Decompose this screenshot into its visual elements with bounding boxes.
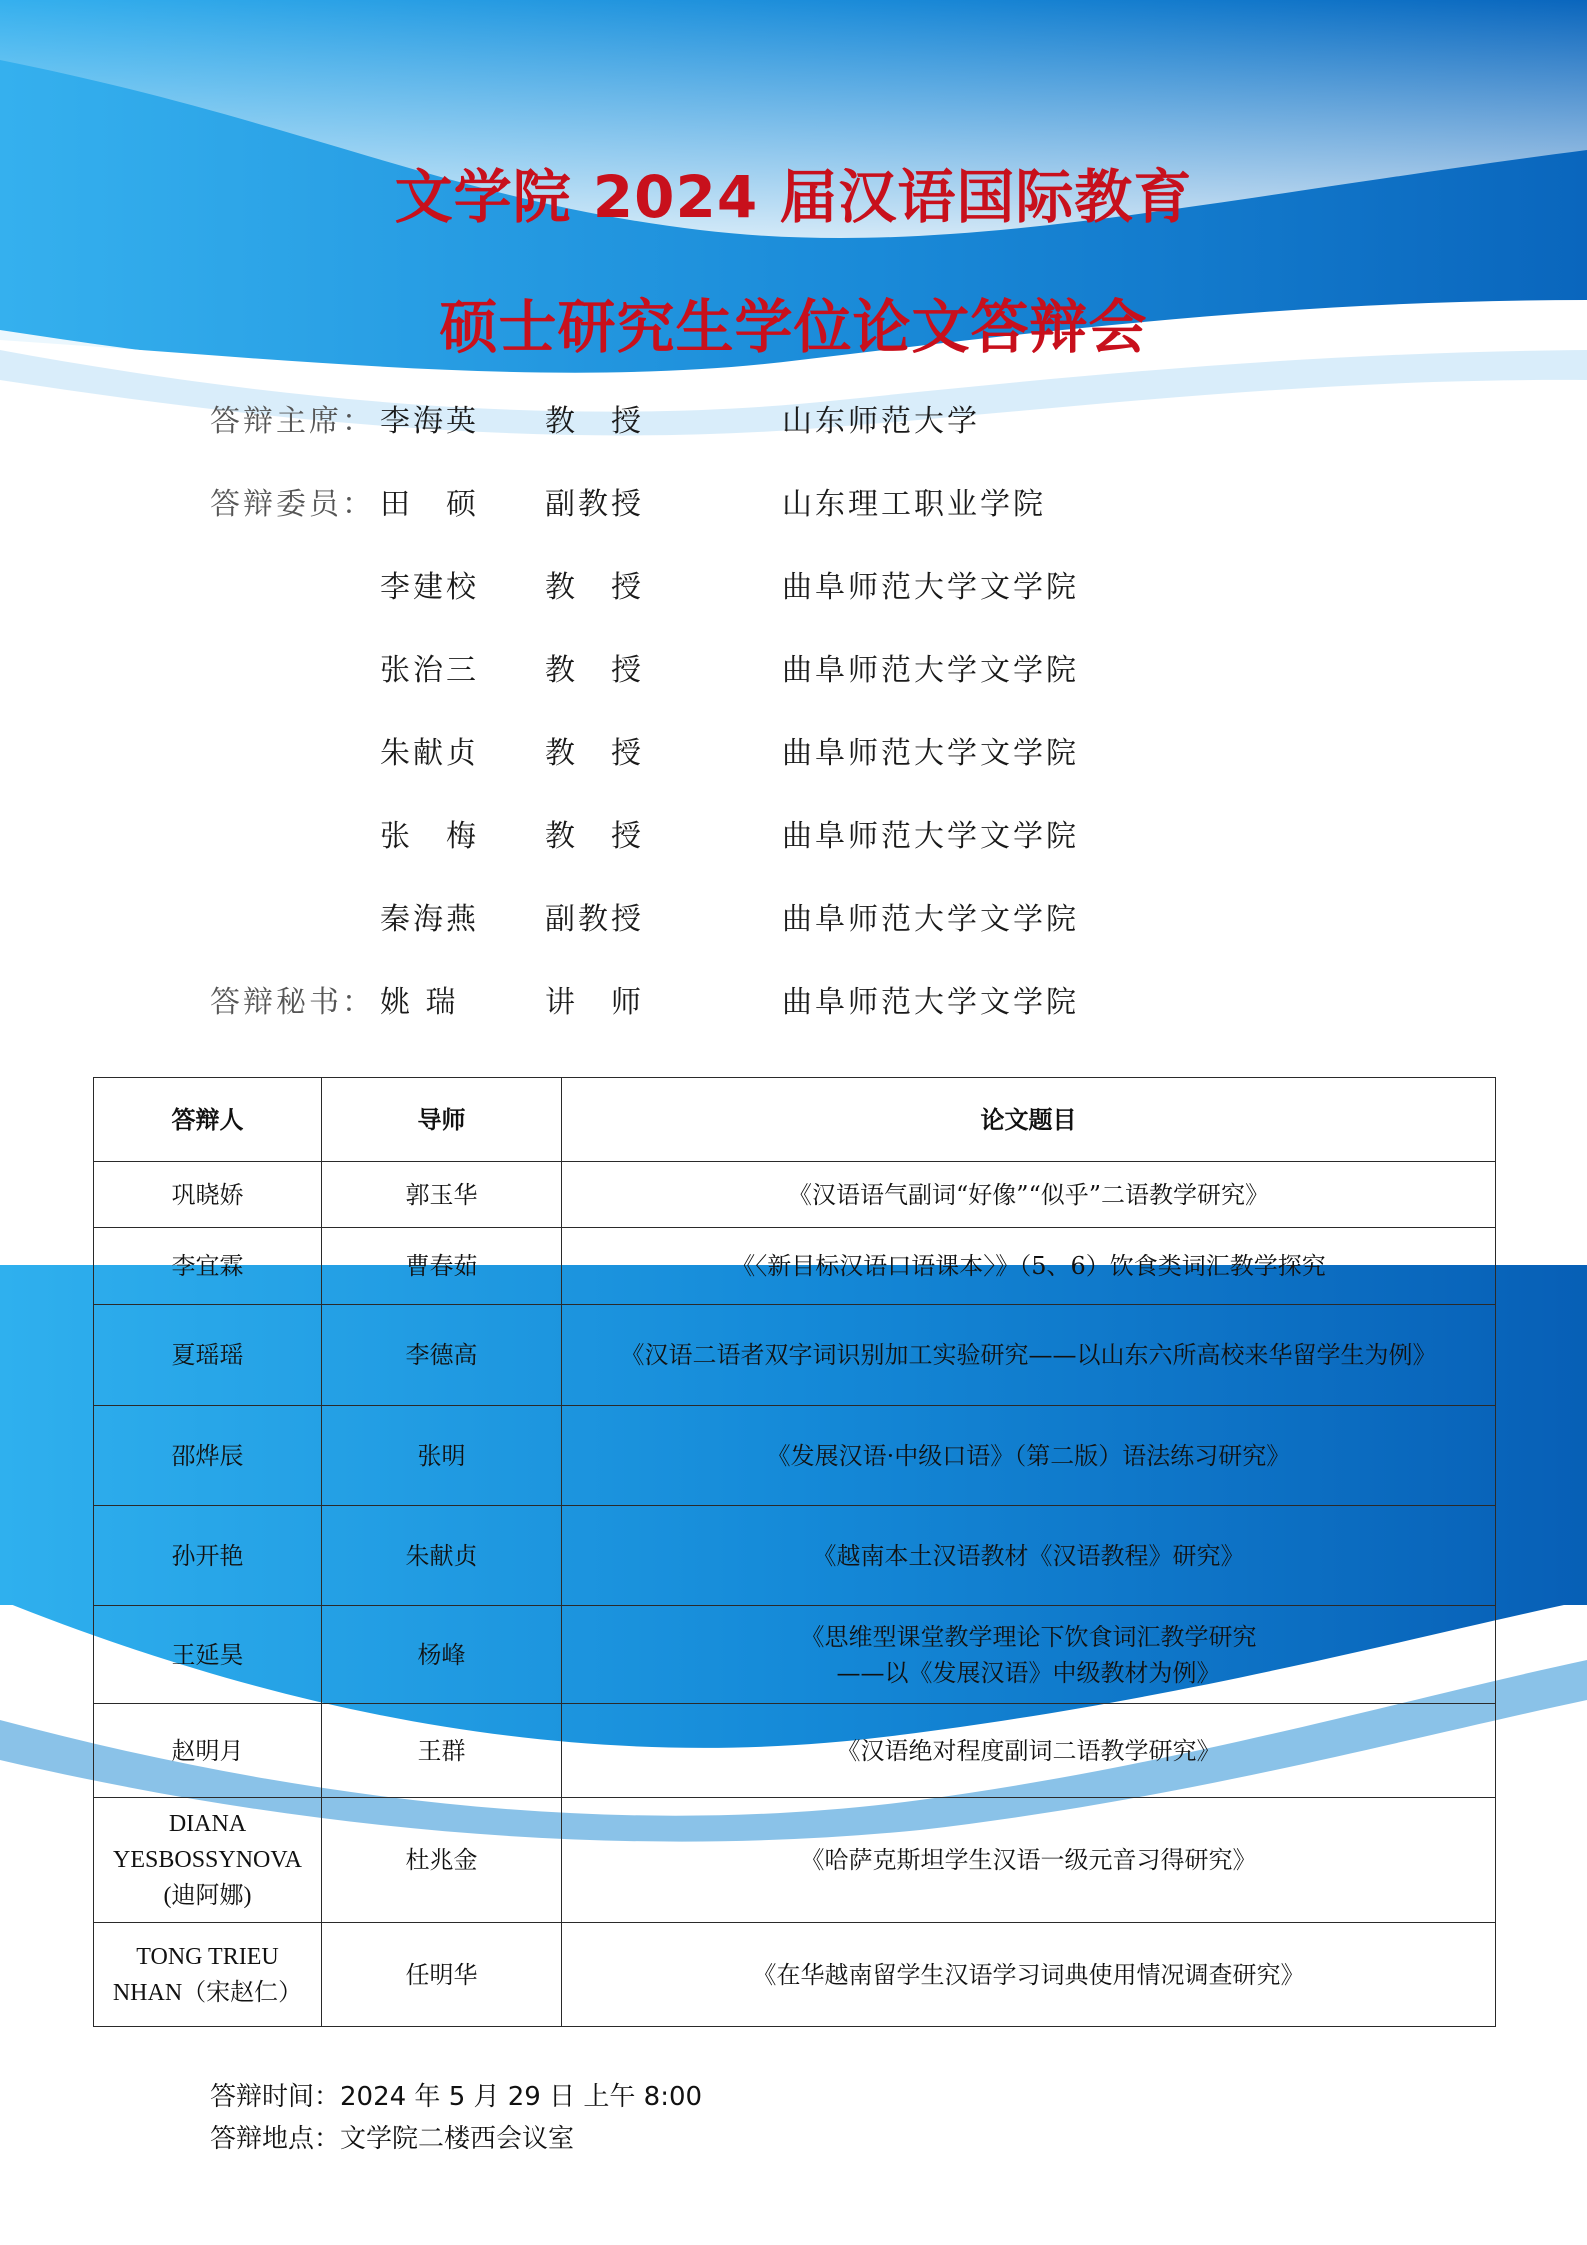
committee-title: 副教授 — [545, 902, 644, 937]
defense-schedule-table — [93, 1077, 1496, 2027]
committee-title: 教 授 — [545, 819, 644, 854]
committee-org: 曲阜师范大学文学院 — [782, 819, 1079, 854]
cell-thesis: 《越南本土汉语教材《汉语教程》研究》 — [562, 1506, 1496, 1606]
table-row — [94, 1228, 1496, 1305]
defense-location: 答辩地点：文学院二楼西会议室 — [210, 2124, 575, 2154]
committee-org: 曲阜师范大学文学院 — [782, 902, 1079, 937]
committee-role: 答辩主席： — [210, 404, 375, 439]
committee-title: 教 授 — [545, 404, 644, 439]
committee-title: 教 授 — [545, 736, 644, 771]
cell-advisor: 杜兆金 — [322, 1798, 562, 1923]
committee-title: 副教授 — [545, 487, 644, 522]
committee-org: 曲阜师范大学文学院 — [782, 736, 1079, 771]
cell-thesis: 《哈萨克斯坦学生汉语一级元音习得研究》 — [562, 1798, 1496, 1923]
cell-thesis: 《〈新目标汉语口语课本〉》（5、6）饮食类词汇教学探究 — [562, 1228, 1496, 1305]
committee-name: 李海英 — [380, 404, 479, 439]
committee-role: 答辩委员： — [210, 487, 375, 522]
page-title-line2: 硕士研究生学位论文答辩会 — [439, 293, 1148, 361]
committee-org: 曲阜师范大学文学院 — [782, 985, 1079, 1020]
cell-student: 邵烨辰 — [94, 1406, 322, 1506]
committee-org: 山东师范大学 — [782, 404, 980, 439]
cell-student: TONG TRIEU NHAN（宋赵仁） — [94, 1923, 322, 2027]
committee-title: 讲 师 — [545, 985, 644, 1020]
cell-student: 王延昊 — [94, 1606, 322, 1704]
page-title-line1: 文学院 2024 届汉语国际教育 — [394, 163, 1193, 231]
cell-student: 夏瑶瑶 — [94, 1305, 322, 1406]
cell-thesis: 《在华越南留学生汉语学习词典使用情况调查研究》 — [562, 1923, 1496, 2027]
cell-thesis: 《发展汉语·中级口语》（第二版）语法练习研究》 — [562, 1406, 1496, 1506]
cell-advisor: 李德高 — [322, 1305, 562, 1406]
cell-advisor: 任明华 — [322, 1923, 562, 2027]
table-row — [94, 1923, 1496, 2027]
cell-student: 孙开艳 — [94, 1506, 322, 1606]
committee-org: 曲阜师范大学文学院 — [782, 653, 1079, 688]
thesis-line2: ——以《发展汉语》中级教材为例》 — [836, 1658, 1221, 1687]
header-advisor: 导师 — [322, 1078, 562, 1162]
cell-advisor: 杨峰 — [322, 1606, 562, 1704]
cell-student: 赵明月 — [94, 1704, 322, 1798]
committee-title: 教 授 — [545, 570, 644, 605]
committee-name: 李建校 — [380, 570, 479, 605]
header-thesis: 论文题目 — [562, 1078, 1496, 1162]
table-row — [94, 1798, 1496, 1923]
committee-name: 张 梅 — [380, 819, 479, 854]
table-row — [94, 1506, 1496, 1606]
committee-name: 姚 瑞 — [380, 985, 459, 1020]
committee-org: 曲阜师范大学文学院 — [782, 570, 1079, 605]
thesis-line1: 《思维型课堂教学理论下饮食词汇教学研究 — [800, 1622, 1257, 1651]
committee-role: 答辩秘书： — [210, 985, 375, 1020]
cell-advisor: 朱献贞 — [322, 1506, 562, 1606]
table-row — [94, 1305, 1496, 1406]
cell-advisor: 郭玉华 — [322, 1162, 562, 1228]
cell-student: DIANA YESBOSSYNOVA (迪阿娜) — [94, 1798, 322, 1923]
committee-title: 教 授 — [545, 653, 644, 688]
table-row — [94, 1606, 1496, 1704]
committee-name: 秦海燕 — [380, 902, 479, 937]
table-row — [94, 1406, 1496, 1506]
cell-advisor: 王群 — [322, 1704, 562, 1798]
cell-advisor: 曹春茹 — [322, 1228, 562, 1305]
table-row — [94, 1162, 1496, 1228]
committee-name: 朱献贞 — [380, 736, 479, 771]
cell-student: 巩晓娇 — [94, 1162, 322, 1228]
cell-student: 李宜霖 — [94, 1228, 322, 1305]
committee-name: 张治三 — [380, 653, 479, 688]
committee-org: 山东理工职业学院 — [782, 487, 1046, 522]
committee-name: 田 硕 — [380, 487, 479, 522]
defense-time: 答辩时间：2024 年 5 月 29 日 上午 8:00 — [210, 2082, 703, 2112]
cell-thesis: 《汉语二语者双字词识别加工实验研究——以山东六所高校来华留学生为例》 — [562, 1305, 1496, 1406]
cell-thesis: 《汉语绝对程度副词二语教学研究》 — [562, 1704, 1496, 1798]
table-header-row — [94, 1078, 1496, 1162]
table-row — [94, 1704, 1496, 1798]
header-student: 答辩人 — [94, 1078, 322, 1162]
cell-thesis: 《汉语语气副词“好像”“似乎”二语教学研究》 — [562, 1162, 1496, 1228]
cell-advisor: 张明 — [322, 1406, 562, 1506]
cell-thesis-two-line — [562, 1606, 1496, 1704]
